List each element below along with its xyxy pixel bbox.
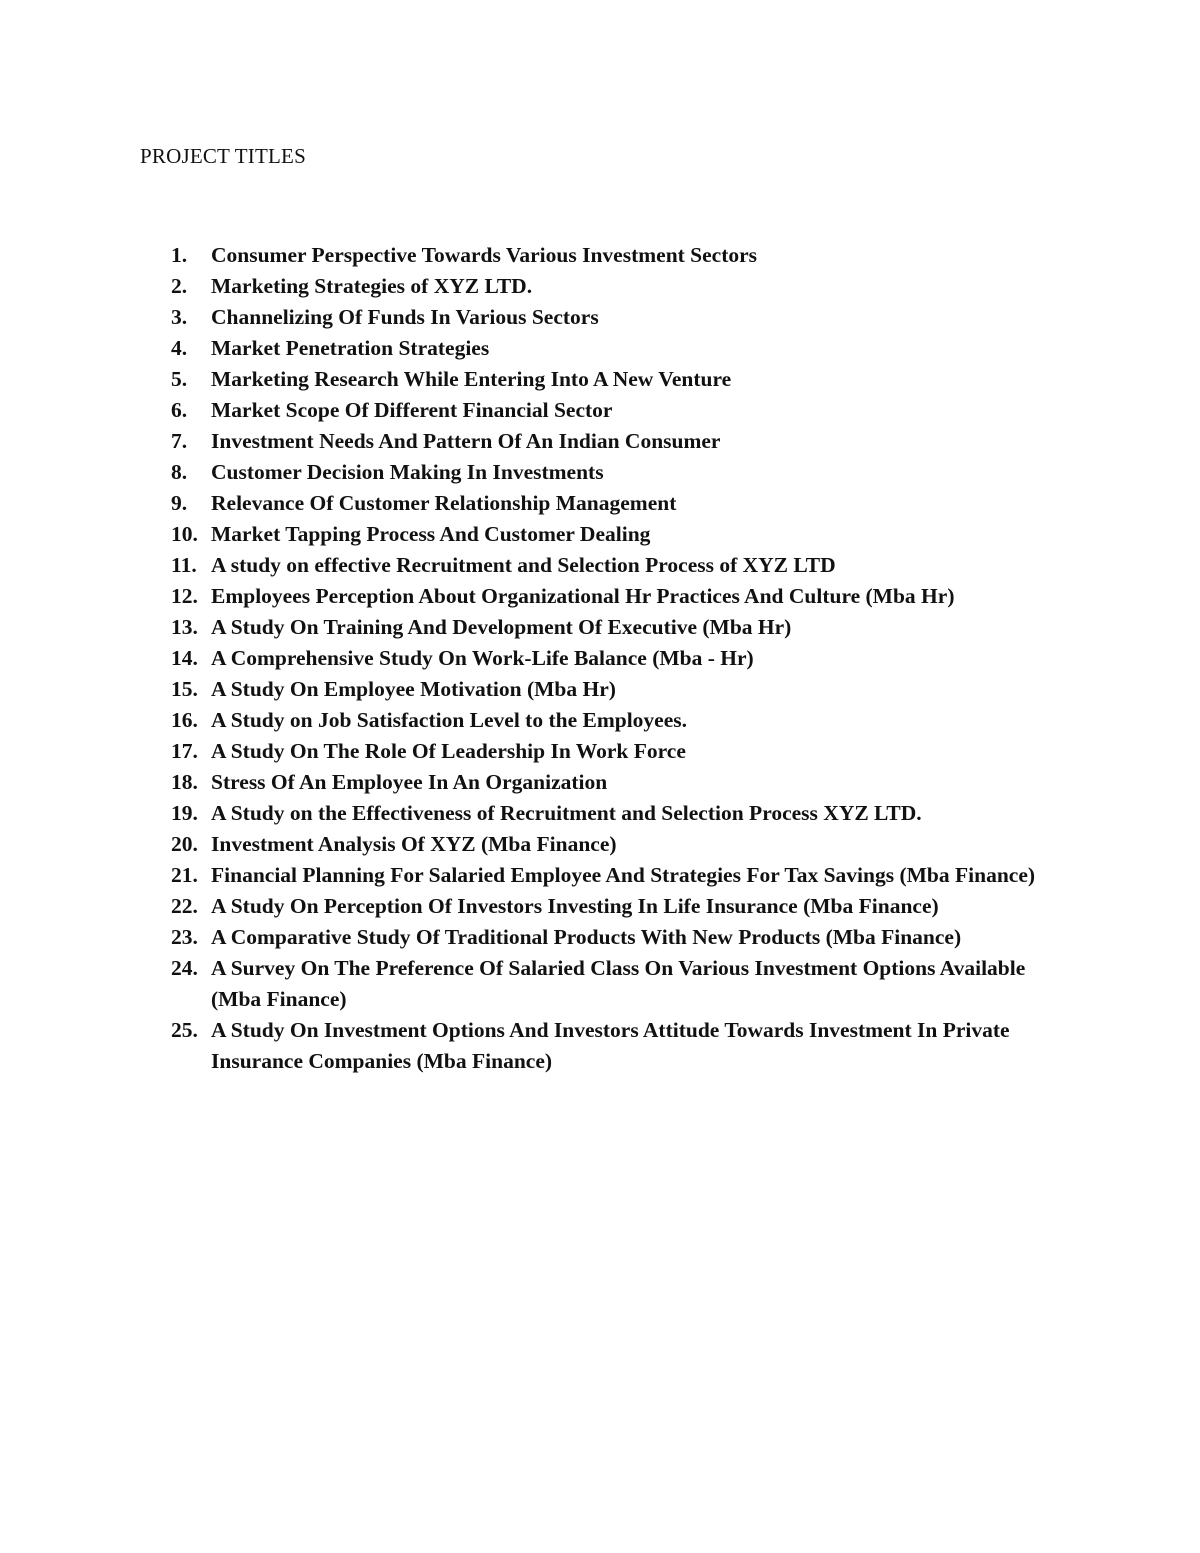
list-item-text: Stress Of An Employee In An Organization: [211, 770, 608, 794]
list-item: [140, 550, 1060, 581]
list-item-text: A Survey On The Preference Of Salaried Class On Various Investment Options Available (Mba Finance): [211, 956, 1026, 1011]
list-item-text: Financial Planning For Salaried Employee And Strategies For Tax Savings (Mba Finance): [211, 863, 1036, 887]
list-item: [140, 643, 1060, 674]
list-item: [140, 426, 1060, 457]
project-titles-list: [140, 240, 1060, 1077]
list-item-text: Market Tapping Process And Customer Dealing: [211, 522, 651, 546]
list-item-text: Market Penetration Strategies: [211, 336, 490, 360]
list-item-number: 4.: [171, 336, 188, 360]
list-item-text: A Study On Employee Motivation (Mba Hr): [211, 677, 616, 701]
list-item-number: 16.: [171, 708, 198, 732]
list-item: [140, 240, 1060, 271]
list-item-text: Channelizing Of Funds In Various Sectors: [211, 305, 599, 329]
list-item-number: 19.: [171, 801, 198, 825]
list-item: [140, 457, 1060, 488]
list-item-text: Investment Needs And Pattern Of An Indian Consumer: [211, 429, 721, 453]
list-item-text: A Study on Job Satisfaction Level to the Employees.: [211, 708, 688, 732]
list-item-number: 2.: [171, 274, 188, 298]
list-item-number: 14.: [171, 646, 198, 670]
list-item-number: 20.: [171, 832, 198, 856]
list-item: [140, 612, 1060, 643]
list-item-text: Customer Decision Making In Investments: [211, 460, 604, 484]
list-item: [140, 271, 1060, 302]
list-item-number: 18.: [171, 770, 198, 794]
list-item: [140, 488, 1060, 519]
list-item: [140, 364, 1060, 395]
list-item: [140, 302, 1060, 333]
list-item: [140, 767, 1060, 798]
list-item-number: 25.: [171, 1018, 198, 1042]
list-item-number: 24.: [171, 956, 198, 980]
list-item-number: 7.: [171, 429, 188, 453]
list-item: [140, 891, 1060, 922]
list-item: [140, 674, 1060, 705]
list-item-text: A study on effective Recruitment and Selection Process of XYZ LTD: [211, 553, 836, 577]
list-item: [140, 798, 1060, 829]
list-item-number: 15.: [171, 677, 198, 701]
list-item-text: Investment Analysis Of XYZ (Mba Finance): [211, 832, 617, 856]
list-item-number: 8.: [171, 460, 188, 484]
list-item: [140, 395, 1060, 426]
list-item: [140, 519, 1060, 550]
list-item: [140, 705, 1060, 736]
list-item: [140, 581, 1060, 612]
list-item-number: 11.: [171, 553, 197, 577]
list-item: [140, 922, 1060, 953]
list-item-text: Relevance Of Customer Relationship Management: [211, 491, 677, 515]
list-item-number: 10.: [171, 522, 198, 546]
list-item: [140, 736, 1060, 767]
list-item-number: 1.: [171, 243, 188, 267]
list-item: [140, 860, 1060, 891]
list-item: [140, 1015, 1060, 1077]
page-title: PROJECT TITLES: [140, 144, 306, 168]
list-item-text: A Comparative Study Of Traditional Products With New Products (Mba Finance): [211, 925, 962, 949]
list-item: [140, 333, 1060, 364]
list-item-text: A Study on the Effectiveness of Recruitment and Selection Process XYZ LTD.: [211, 801, 922, 825]
list-item-number: 9.: [171, 491, 188, 515]
list-item-text: A Comprehensive Study On Work-Life Balance (Mba - Hr): [211, 646, 754, 670]
list-item-number: 6.: [171, 398, 188, 422]
list-item-text: Employees Perception About Organizational Hr Practices And Culture (Mba Hr): [211, 584, 955, 608]
list-item-number: 3.: [171, 305, 188, 329]
list-item-text: Marketing Research While Entering Into A New Venture: [211, 367, 732, 391]
list-item-text: A Study On The Role Of Leadership In Work Force: [211, 739, 686, 763]
list-item-number: 21.: [171, 863, 198, 887]
list-item-text: A Study On Perception Of Investors Investing In Life Insurance (Mba Finance): [211, 894, 939, 918]
list-item-number: 12.: [171, 584, 198, 608]
list-item-text: Marketing Strategies of XYZ LTD.: [211, 274, 533, 298]
list-item: [140, 829, 1060, 860]
list-item-number: 22.: [171, 894, 198, 918]
list-item-number: 5.: [171, 367, 188, 391]
list-item-text: Market Scope Of Different Financial Sector: [211, 398, 613, 422]
list-item-text: Consumer Perspective Towards Various Investment Sectors: [211, 243, 758, 267]
list-item: [140, 953, 1060, 1015]
list-item-number: 17.: [171, 739, 198, 763]
list-item-number: 23.: [171, 925, 198, 949]
list-item-text: A Study On Investment Options And Investors Attitude Towards Investment In Private Insurance Companies (Mba Finance): [211, 1018, 1010, 1073]
list-item-text: A Study On Training And Development Of Executive (Mba Hr): [211, 615, 792, 639]
list-item-number: 13.: [171, 615, 198, 639]
